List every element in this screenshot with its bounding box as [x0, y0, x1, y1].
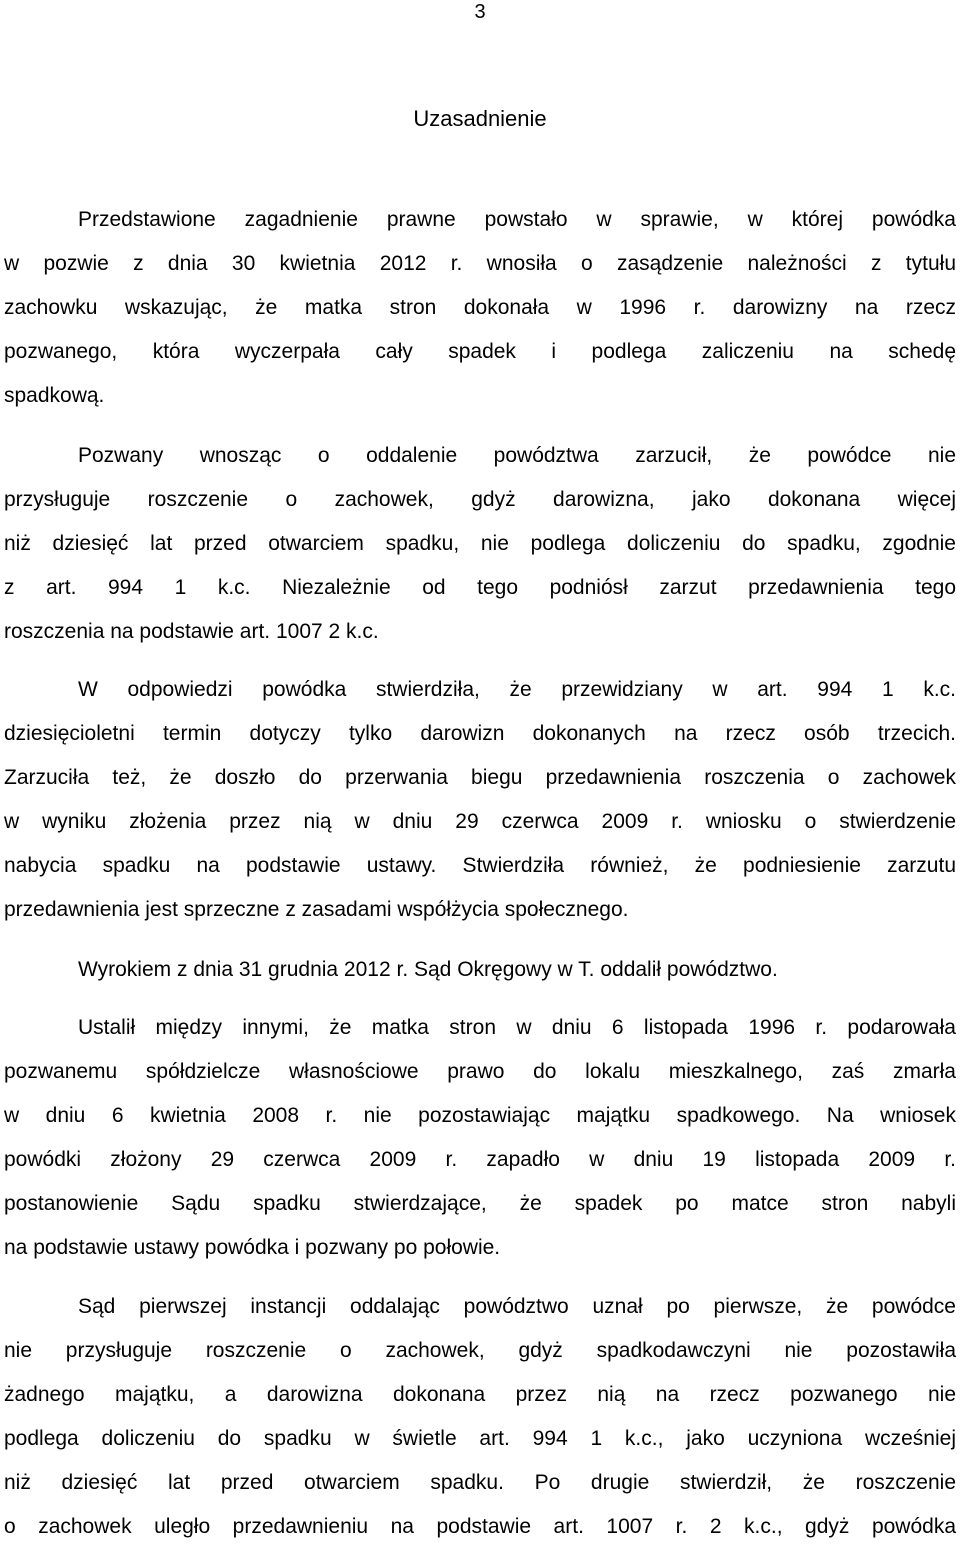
text-line: przedawnienia jest sprzeczne z zasadami współżycia społecznego.: [4, 898, 629, 921]
text-line: niż dziesięć lat przed otwarciem spadku. Po drugie stwierdził, że roszczenie: [4, 1471, 956, 1494]
paragraph-4: [4, 948, 956, 992]
text-line: postanowienie Sądu spadku stwierdzające, że spadek po matce stron nabyli: [4, 1192, 956, 1215]
text-line: w wyniku złożenia przez nią w dniu 29 czerwca 2009 r. wniosku o stwierdzenie: [4, 810, 956, 833]
text-line: nie przysługuje roszczenie o zachowek, gdyż spadkodawczyni nie pozostawiła: [4, 1339, 956, 1362]
text-line: z art. 994 1 k.c. Niezależnie od tego podniósł zarzut przedawnienia tego: [4, 576, 956, 599]
text-line: niż dziesięć lat przed otwarciem spadku, nie podlega doliczeniu do spadku, zgodnie: [4, 532, 956, 555]
text-line: powódki złożony 29 czerwca 2009 r. zapadło w dniu 19 listopada 2009 r.: [4, 1148, 956, 1171]
text-line: Przedstawione zagadnienie prawne powstało w sprawie, w której powódka: [78, 208, 956, 231]
paragraph-5: [4, 1006, 956, 1270]
page-number: 3: [474, 1, 486, 23]
text-line: nabycia spadku na podstawie ustawy. Stwierdziła również, że podniesienie zarzutu: [4, 854, 956, 877]
text-line: W odpowiedzi powódka stwierdziła, że przewidziany w art. 994 1 k.c.: [78, 678, 956, 701]
text-line: pozwanego, która wyczerpała cały spadek i podlega zaliczeniu na schedę: [4, 340, 956, 363]
text-line: dziesięcioletni termin dotyczy tylko darowizn dokonanych na rzecz osób trzecich.: [4, 722, 956, 745]
text-line: roszczenia na podstawie art. 1007 2 k.c.: [4, 620, 379, 643]
document-heading: Uzasadnienie: [413, 106, 547, 131]
paragraph-6: [4, 1285, 956, 1549]
text-line: żadnego majątku, a darowizna dokonana przez nią na rzecz pozwanego nie: [4, 1383, 956, 1406]
text-line: podlega doliczeniu do spadku w świetle art. 994 1 k.c., jako uczyniona wcześniej: [4, 1427, 956, 1450]
text-line: w dniu 6 kwietnia 2008 r. nie pozostawiając majątku spadkowego. Na wniosek: [4, 1104, 956, 1127]
paragraph-2: [4, 434, 956, 654]
text-line: Zarzuciła też, że doszło do przerwania biegu przedawnienia roszczenia o zachowek: [4, 766, 956, 789]
text-line: Wyrokiem z dnia 31 grudnia 2012 r. Sąd Okręgowy w T. oddalił powództwo.: [78, 958, 778, 981]
text-line: na podstawie ustawy powódka i pozwany po połowie.: [4, 1236, 501, 1259]
text-line: zachowku wskazując, że matka stron dokonała w 1996 r. darowizny na rzecz: [4, 296, 956, 319]
text-line: spadkową.: [4, 384, 105, 407]
text-line: w pozwie z dnia 30 kwietnia 2012 r. wnosiła o zasądzenie należności z tytułu: [4, 252, 956, 275]
text-line: przysługuje roszczenie o zachowek, gdyż darowizna, jako dokonana więcej: [4, 488, 956, 511]
text-line: Sąd pierwszej instancji oddalając powództwo uznał po pierwsze, że powódce: [78, 1295, 956, 1318]
text-line: pozwanemu spółdzielcze własnościowe prawo do lokalu mieszkalnego, zaś zmarła: [4, 1060, 956, 1083]
text-line: Pozwany wnosząc o oddalenie powództwa zarzucił, że powódce nie: [78, 444, 956, 467]
text-line: o zachowek uległo przedawnieniu na podstawie art. 1007 r. 2 k.c., gdyż powódka: [4, 1515, 956, 1538]
text-line: Ustalił między innymi, że matka stron w dniu 6 listopada 1996 r. podarowała: [78, 1016, 956, 1039]
paragraph-1: [4, 198, 956, 418]
paragraph-3: [4, 668, 956, 932]
